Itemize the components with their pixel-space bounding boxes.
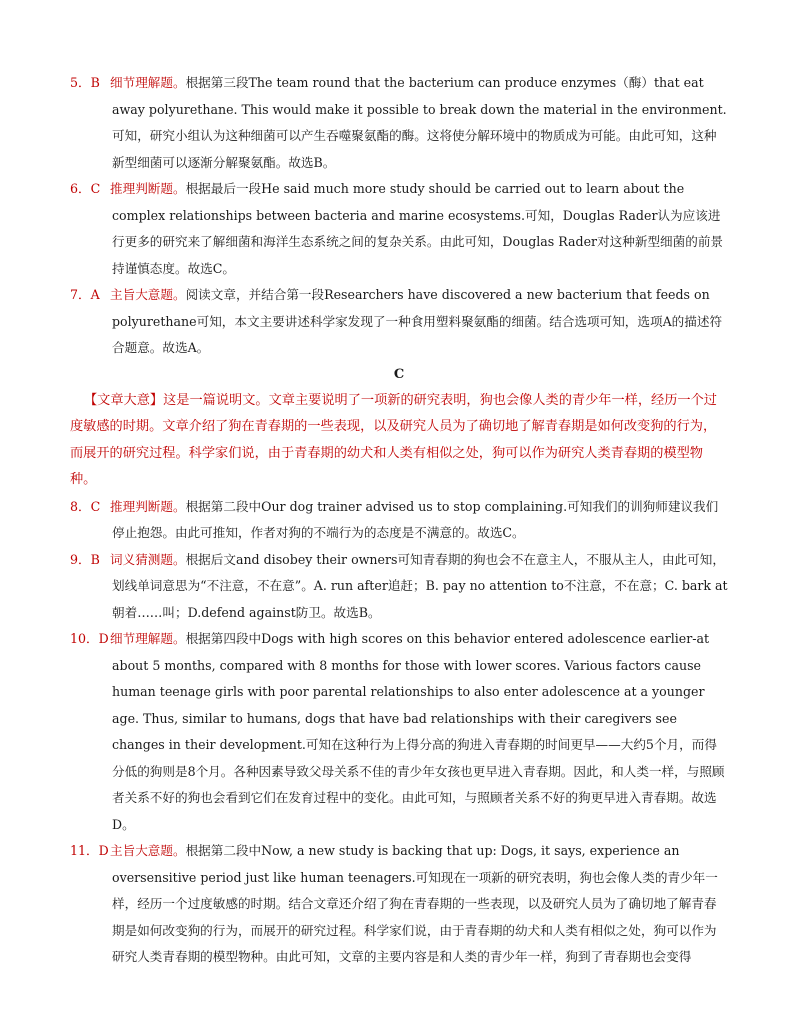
section-heading: C: [393, 366, 405, 382]
answer-explanation: 根据第二段中Now, a new study is backing that up: Dogs, it says, experience an oversensitive period just like human teenagers.可知现在一项新的研究表明，狗也会像人类的青少年一样，经历一个过度敏感的时期。结合文章还介绍了狗在青春期的一些表现，以及研究人员为了确切地了解青春期是如何改变狗的行为，而展开的研究过程。科学家们说，由于青春期的幼犬和人类有相似之处，狗可以作为研究人类青春期的模型物种。由此可知，文章的主要内容是和人类的青少年一样，狗到了青春期也会变得: [112, 843, 718, 964]
answer-number: 7．A: [70, 287, 100, 302]
answer-item-11: [70, 838, 728, 971]
question-type: 推理判断题。: [110, 181, 186, 196]
answer-item-8: [70, 494, 728, 547]
answer-item-9: [70, 547, 728, 627]
question-type: 主旨大意题。: [110, 843, 186, 858]
question-type: 细节理解题。: [110, 631, 186, 646]
question-type: 主旨大意题。: [110, 287, 186, 302]
answer-number: 6．C: [70, 181, 101, 196]
answer-number: 9．B: [70, 551, 100, 567]
answer-item-6: [70, 176, 728, 282]
answer-explanation: 根据第三段The team round that the bacterium can produce enzymes（酶）that eat away polyurethane. This would make it possible to break down the material in the environment.可知，研究小组认为这种细菌可以产生吞噬聚氨酯的酶。这将使分解环境中的物质成为可能。由此可知，这种新型细菌可以逐渐分解聚氨酯。故选B。: [112, 75, 727, 170]
summary-label: 【文章大意】: [84, 392, 164, 408]
answer-number: 5．B: [70, 75, 100, 90]
answer-item-10: [70, 626, 728, 838]
answer-number: 10．D: [70, 631, 109, 646]
answer-explanation: 根据最后一段He said much more study should be carried out to learn about the complex relationships between bacteria and marine ecosystems.可知，Douglas Rader认为应该进行更多的研究来了解细菌和海洋生态系统之间的复杂关系。由此可知，Douglas Rader对这种新型细菌的前景持谨慎态度。故选C。: [112, 181, 724, 276]
answer-item-7: [70, 282, 728, 362]
answer-explanation: 根据第四段中Dogs with high scores on this behavior entered adolescence earlier-at about 5 months, compared with 8 months for those with lower scores. Various factors cause human teenage girls with poor parental relationships to also enter adolescence at a younger age. Thus, similar to humans, dogs that have bad relationships with their caregivers see changes in their development.可知在这种行为上得分高的狗进入青春期的时间更早——大约5个月，而得分低的狗则是8个月。各种因素导致父母关系不佳的青少年女孩也更早进入青春期。因此，和人类一样，与照顾者关系不好的狗也会看到它们在发育过程中的变化。由此可知，与照顾者关系不好的狗更早进入青春期。故选D。: [112, 631, 725, 832]
summary-text: 这是一篇说明文。文章主要说明了一项新的研究表明，狗也会像人类的青少年一样，经历一个过度敏感的时期。文章介绍了狗在青春期的一些表现，以及研究人员为了确切地了解青春期是如何改变狗的行为，而展开的研究过程。科学家们说，由于青春期的幼犬和人类有相似之处，狗可以作为研究人类青春期的模型物种。: [70, 392, 717, 487]
answer-number: 8．C: [70, 498, 101, 514]
question-type: 细节理解题。: [110, 75, 186, 90]
question-type: 词义猜测题。: [110, 551, 186, 567]
answer-explanation: 根据后文and disobey their owners可知青春期的狗也会不在意主人，不服从主人，由此可知，划线单词意思为“不注意，不在意”。A. run after追赶；B. pay no attention to不注意，不在意；C. bark at朝着……叫；D.defend against防卫。故选B。: [112, 551, 728, 620]
question-type: 推理判断题。: [110, 498, 186, 514]
answer-explanation: 根据第二段中Our dog trainer advised us to stop complaining.可知我们的训狗师建议我们停止抱怨。由此可推知，作者对狗的不端行为的态度是不满意的。故选C。: [112, 498, 719, 540]
answer-number: 11．D: [70, 843, 109, 858]
answer-item-5: [70, 70, 728, 176]
article-summary: [70, 388, 728, 494]
answer-explanation: 阅读文章，并结合第一段Researchers have discovered a new bacterium that feeds on polyurethane可知，本文主要讲述科学家发现了一种食用塑料聚氨酯的细菌。结合选项可知，选项A的描述符合题意。故选A。: [112, 287, 723, 355]
